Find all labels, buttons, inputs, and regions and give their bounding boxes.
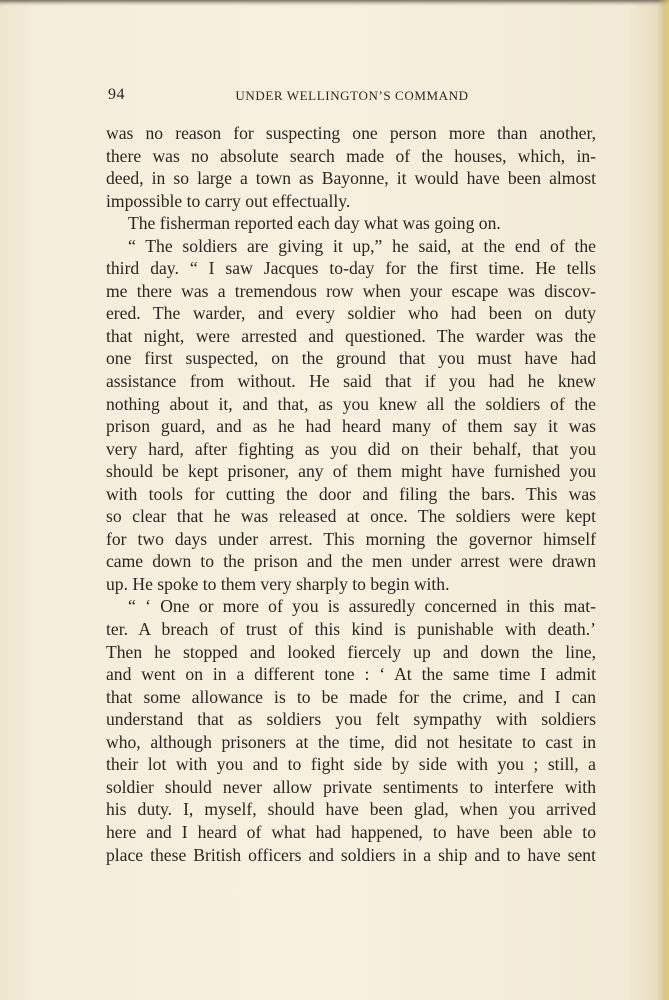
text-line: impossible to carry out effectually. (106, 190, 351, 211)
text-line: was no reason for suspecting one person more than another, (106, 123, 596, 143)
text-line: “ The soldiers are giving it up,” he said, at the end of the (128, 235, 596, 256)
text-line: their lot with you and to fight side by side with you ; still, a (106, 754, 596, 775)
text-line: that some allowance is to be made for the crime, and I can (106, 686, 596, 707)
running-head: UNDER WELLINGTON’S COMMAND (235, 88, 469, 103)
text-line: up. He spoke to them very sharply to begin with. (106, 573, 450, 594)
text-line: place these British officers and soldiers in a ship and to have sent (106, 844, 596, 865)
text-line: ter. A breach of trust of this kind is punishable with death.’ (106, 619, 596, 640)
text-line: ered. The warder, and every soldier who had been on duty (106, 303, 596, 324)
text-line: and went on in a different tone : ‘ At the same time I admit (106, 664, 596, 685)
text-line: assistance from without. He said that if you had he knew (106, 371, 596, 392)
text-line: third day. “ I saw Jacques to-day for the first time. He tells (106, 258, 596, 279)
text-line: nothing about it, and that, as you knew all the soldiers of the (106, 393, 596, 414)
page-number: 94 (108, 86, 125, 103)
text-line: The fisherman reported each day what was going on. (128, 213, 501, 234)
body-text (106, 122, 596, 866)
text-line: who, although prisoners at the time, did not hesitate to cast in (106, 731, 596, 752)
page-header (108, 86, 596, 106)
text-line: very hard, after fighting as you did on their behalf, that you (106, 438, 596, 459)
text-line: deed, in so large a town as Bayonne, it would have been almost (106, 168, 596, 189)
text-line: with tools for cutting the door and filing the bars. This was (106, 483, 596, 504)
text-line: should be kept prisoner, any of them might have furnished you (106, 461, 596, 482)
text-line: came down to the prison and the men under arrest were drawn (106, 551, 596, 572)
text-line: soldier should never allow private sentiments to interfere with (106, 776, 596, 797)
text-line: here and I heard of what had happened, to have been able to (106, 821, 596, 842)
text-line: Then he stopped and looked fiercely up and down the line, (106, 641, 596, 662)
text-line: “ ‘ One or more of you is assuredly concerned in this mat- (128, 596, 596, 617)
page-right-edge (657, 0, 669, 1000)
text-line: for two days under arrest. This morning the governor himself (106, 528, 596, 549)
text-line: that night, were arrested and questioned. The warder was the (106, 325, 596, 346)
text-line: me there was a tremendous row when your escape was discov- (106, 280, 596, 301)
text-line: one first suspected, on the ground that you must have had (106, 348, 596, 369)
text-line: understand that as soldiers you felt sympathy with soldiers (106, 709, 596, 730)
text-line: his duty. I, myself, should have been glad, when you arrived (106, 799, 596, 820)
text-line: so clear that he was released at once. The soldiers were kept (106, 506, 596, 527)
page-top-edge (0, 0, 669, 6)
text-line: prison guard, and as he had heard many of them say it was (106, 416, 596, 437)
text-line: there was no absolute search made of the houses, which, in- (106, 145, 596, 166)
